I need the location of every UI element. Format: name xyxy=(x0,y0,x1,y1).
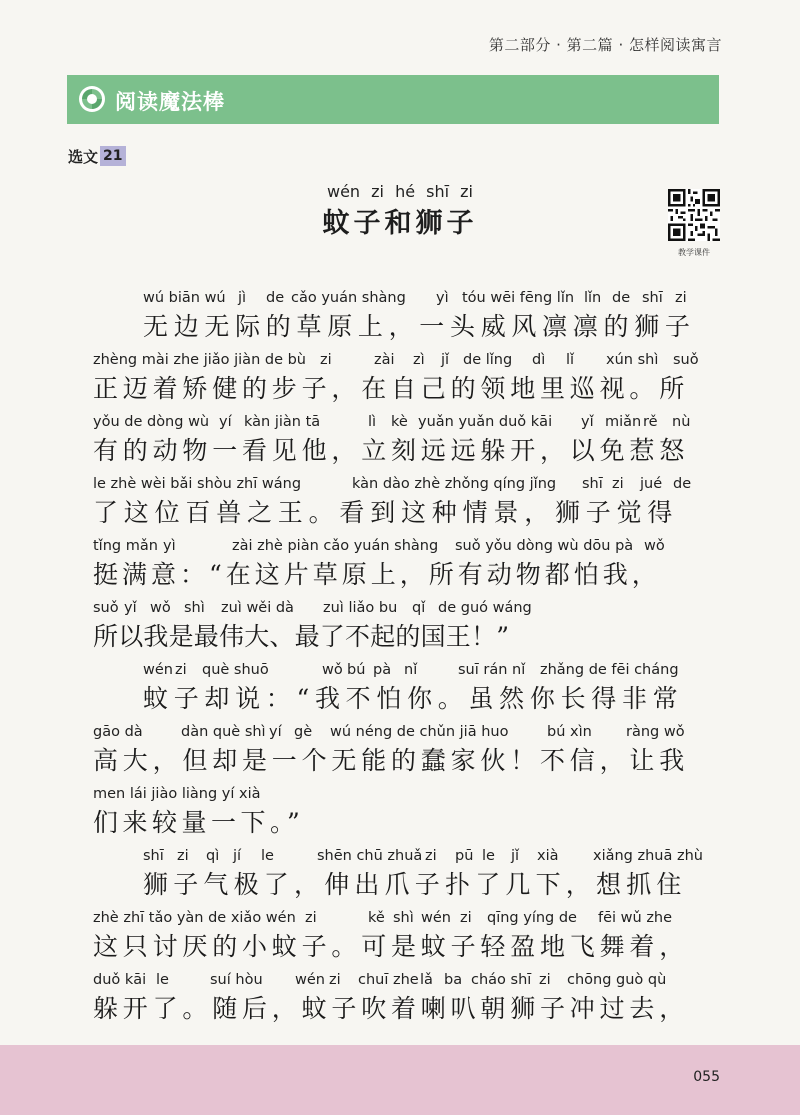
pinyin: qīng yíng de xyxy=(487,910,577,926)
pinyin: qì xyxy=(206,848,220,864)
pinyin: chōng guò qù xyxy=(567,972,667,988)
pinyin: zài zhè piàn cǎo yuán shàng xyxy=(232,538,439,554)
text-line xyxy=(0,352,800,414)
selection-number: 21 xyxy=(100,146,125,166)
pinyin: cháo shī xyxy=(471,972,532,988)
pinyin: wǒ xyxy=(644,538,665,554)
hanzi-text: 挺满意：“在这片草原上，所有动物都怕我， xyxy=(93,560,661,589)
pinyin: kàn dào zhè zhǒng qíng jǐng xyxy=(352,476,557,492)
pinyin: xún shì xyxy=(606,352,659,368)
pinyin: zài xyxy=(374,352,395,368)
pinyin: jué xyxy=(640,476,663,492)
pinyin: suǒ yǒu dòng wù dōu pà xyxy=(455,538,634,554)
text-line xyxy=(0,786,800,848)
page-header: 第二部分 · 第二篇 · 怎样阅读寓言 xyxy=(488,36,722,54)
qr-code[interactable] xyxy=(668,189,720,241)
pinyin: pū xyxy=(455,848,474,864)
pinyin: yǐ xyxy=(581,414,594,430)
pinyin: fēi wǔ zhe xyxy=(598,910,673,926)
text-line xyxy=(0,724,800,786)
text-line xyxy=(0,600,800,662)
pinyin: rě xyxy=(643,414,658,430)
pinyin: le xyxy=(482,848,495,864)
pinyin: suǒ xyxy=(673,352,699,368)
pinyin: ba xyxy=(444,972,463,988)
pinyin: zi xyxy=(460,910,472,926)
pinyin: zi xyxy=(675,290,687,306)
hanzi-text: 所以我是最伟大、最了不起的国王！” xyxy=(93,622,510,651)
pinyin: wú biān wú xyxy=(143,290,226,306)
pinyin: le zhè wèi bǎi shòu zhī wáng xyxy=(93,476,302,492)
pinyin: shì xyxy=(393,910,414,926)
hanzi-text: 正迈着矫健的步子，在自己的领地里巡视。所 xyxy=(93,374,690,403)
pinyin: zi xyxy=(425,848,437,864)
pinyin: zì xyxy=(413,352,425,368)
pinyin: tǐng mǎn xyxy=(93,538,158,554)
pinyin: bú xyxy=(347,662,366,678)
pinyin: zi xyxy=(539,972,551,988)
pinyin: zi xyxy=(612,476,624,492)
pinyin: shī xyxy=(642,290,663,306)
pinyin: wén xyxy=(295,972,325,988)
pinyin: de xyxy=(266,290,285,306)
title-pinyin: wén zi hé shī zi xyxy=(326,182,473,201)
pinyin: le xyxy=(156,972,169,988)
pinyin: lǐn xyxy=(584,290,602,306)
selection-label-text: 选文 xyxy=(68,147,99,166)
pinyin: yì xyxy=(163,538,176,554)
pinyin: dì xyxy=(532,352,546,368)
pinyin: dàn què shì xyxy=(181,724,266,740)
pinyin: yǐ xyxy=(124,600,137,616)
pinyin: wǒ xyxy=(150,600,171,616)
pinyin: yì xyxy=(436,290,449,306)
hanzi-text: 高大，但却是一个无能的蠢家伙！不信，让我 xyxy=(93,746,690,775)
pinyin: wǒ xyxy=(322,662,343,678)
page-number: 055 xyxy=(693,1069,720,1085)
pinyin: men lái jiào liàng yí xià xyxy=(93,786,261,802)
hanzi-text: 躲开了。随后，蚊子吹着喇叭朝狮子冲过去， xyxy=(93,994,690,1023)
pinyin: shī xyxy=(582,476,603,492)
pinyin: wén xyxy=(421,910,451,926)
pinyin: zi xyxy=(305,910,317,926)
bottom-strip xyxy=(0,1045,800,1115)
pinyin: nù xyxy=(672,414,691,430)
pinyin: nǐ xyxy=(512,662,526,678)
pinyin: ràng wǒ xyxy=(626,724,685,740)
pinyin: suí hòu xyxy=(210,972,263,988)
pinyin: de xyxy=(612,290,631,306)
pinyin: kàn jiàn tā xyxy=(244,414,321,430)
pinyin: lǎ xyxy=(420,972,433,988)
pinyin: zuì liǎo bu xyxy=(323,600,398,616)
hanzi-text: 狮子气极了，伸出爪子扑了几下，想抓住 xyxy=(143,870,687,899)
pinyin: cǎo yuán shàng xyxy=(291,290,406,306)
pinyin: gāo dà xyxy=(93,724,143,740)
pinyin: jǐ xyxy=(511,848,520,864)
pinyin: lǐ xyxy=(566,352,575,368)
pinyin: zi xyxy=(177,848,189,864)
hanzi-text: 这只讨厌的小蚊子。可是蚊子轻盈地飞舞着， xyxy=(93,932,690,961)
section-title: 阅读魔法棒 xyxy=(115,90,225,114)
hanzi-text: 了这位百兽之王。看到这种情景，狮子觉得 xyxy=(93,498,679,527)
pinyin: wú néng de chǔn jiā huo xyxy=(330,724,509,740)
pinyin: qǐ xyxy=(412,600,426,616)
pinyin: jì xyxy=(238,290,247,306)
text-line xyxy=(0,662,800,724)
text-line xyxy=(0,972,800,1034)
spiral-arrows-icon xyxy=(77,84,107,114)
pinyin: zhè zhī tǎo yàn de xiǎo wén xyxy=(93,910,296,926)
text-line xyxy=(0,414,800,476)
pinyin: suǒ xyxy=(93,600,119,616)
story-title: 蚊子和狮子 xyxy=(322,208,478,239)
pinyin: zuì wěi dà xyxy=(221,600,294,616)
pinyin: yuǎn yuǎn duǒ kāi xyxy=(418,414,553,430)
pinyin: zhǎng de fēi cháng xyxy=(540,662,679,678)
pinyin: shī xyxy=(143,848,164,864)
pinyin: pà xyxy=(373,662,392,678)
pinyin: zi xyxy=(320,352,332,368)
pinyin: zhèng mài zhe jiǎo jiàn de bù xyxy=(93,352,306,368)
pinyin: de lǐng xyxy=(463,352,513,368)
pinyin: yí xyxy=(219,414,232,430)
pinyin: xiǎng zhuā zhù xyxy=(593,848,703,864)
text-line xyxy=(0,538,800,600)
text-line xyxy=(0,848,800,910)
pinyin: xià xyxy=(537,848,559,864)
pinyin: de xyxy=(673,476,692,492)
pinyin: shēn chū zhuǎ xyxy=(317,848,423,864)
pinyin: zi xyxy=(175,662,187,678)
text-line xyxy=(0,290,800,352)
hanzi-text: 蚊子却说：“我不怕你。虽然你长得非常 xyxy=(143,684,684,713)
pinyin: lì xyxy=(368,414,377,430)
pinyin: yí xyxy=(269,724,282,740)
section-band xyxy=(67,75,719,124)
pinyin: de guó wáng xyxy=(438,600,532,616)
pinyin: què shuō xyxy=(202,662,269,678)
pinyin: tóu wēi fēng lǐn xyxy=(462,290,575,306)
pinyin: suī rán xyxy=(458,662,508,678)
selection-label xyxy=(68,144,126,168)
hanzi-text: 们来较量一下。” xyxy=(93,808,305,837)
text-line xyxy=(0,910,800,972)
pinyin: jǐ xyxy=(441,352,450,368)
text-line xyxy=(0,476,800,538)
pinyin: shì xyxy=(184,600,205,616)
pinyin: duǒ kāi xyxy=(93,972,147,988)
pinyin: jí xyxy=(233,848,242,864)
pinyin: le xyxy=(261,848,274,864)
pinyin: kě xyxy=(368,910,385,926)
pinyin: bú xìn xyxy=(547,724,592,740)
pinyin: nǐ xyxy=(404,662,418,678)
pinyin: wén xyxy=(143,662,173,678)
pinyin: chuī zhe xyxy=(358,972,419,988)
pinyin: miǎn xyxy=(605,414,642,430)
qr-caption: 教学课件 xyxy=(678,248,710,257)
pinyin: yǒu de dòng wù xyxy=(93,414,210,430)
pinyin: zi xyxy=(329,972,341,988)
pinyin: gè xyxy=(294,724,313,740)
pinyin: kè xyxy=(391,414,408,430)
hanzi-text: 有的动物一看见他，立刻远远躲开，以免惹怒 xyxy=(93,436,690,465)
hanzi-text: 无边无际的草原上，一头威风凛凛的狮子 xyxy=(143,312,696,341)
